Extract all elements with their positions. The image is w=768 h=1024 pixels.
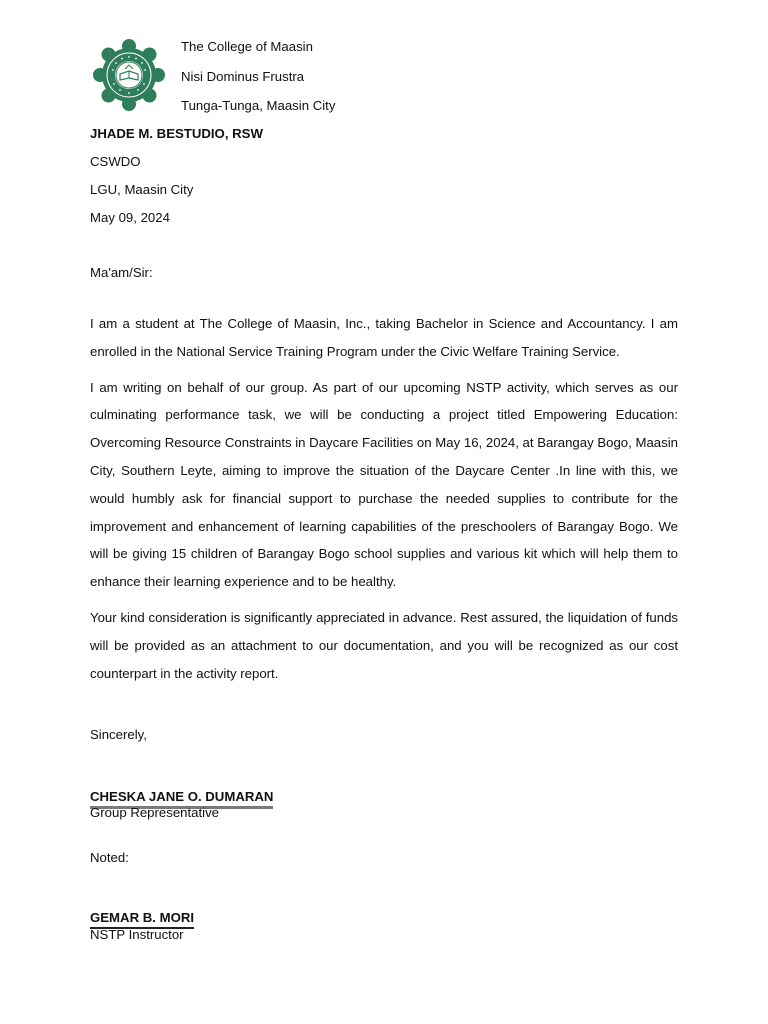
- recipient-name: JHADE M. BESTUDIO, RSW: [90, 126, 263, 141]
- letterhead: [181, 38, 335, 127]
- salutation: Ma'am/Sir:: [90, 265, 153, 280]
- signatory-role: Group Representative: [90, 805, 220, 820]
- body-paragraph: I am a student at The College of Maasin, Inc., taking Bachelor in Science and Accountancy. I am enrolled in the National Service Training Program under the Civic Welfare Training Service.: [90, 316, 678, 359]
- body-paragraph: Your kind consideration is significantly appreciated in advance. Rest assured, the liquidation of funds will be provided as an attachment to our documentation, and you will be recognized as our cost counterpart in the activity report.: [90, 609, 678, 681]
- institution-motto: Nisi Dominus Frustra: [181, 68, 305, 84]
- noted-label: Noted:: [90, 850, 129, 865]
- body-paragraph: I am writing on behalf of our group. As part of our upcoming NSTP activity, which serves as our culminating performance task, we will be conducting a project titled Empowering Education: Overcoming Resource Constraints in Daycare Facilities on May 16, 2024, at Barangay Bogo, Maasin City, Southern Leyte, aiming to improve the situation of the Daycare Center .In line with this, we would humbly ask for financial support to purchase the needed supplies to contribute for the improvement and enhancement of learning capabilities of the preschoolers of Barangay Bogo. We will be giving 15 children of Barangay Bogo school supplies and various kit which will help them to enhance their learning experience and to be healthy.: [90, 379, 678, 590]
- institution-address: Tunga-Tunga, Maasin City: [181, 98, 336, 113]
- recipient-lgu: LGU, Maasin City: [90, 182, 194, 197]
- noted-by-role: NSTP Instructor: [90, 927, 184, 942]
- recipient-office: CSWDO: [90, 154, 141, 169]
- signatory-name: CHESKA JANE O. DUMARAN: [90, 788, 273, 809]
- letter-date: May 09, 2024: [90, 210, 170, 225]
- recipient-block: [90, 125, 263, 237]
- institution-name: The College of Maasin: [181, 39, 313, 54]
- letter-body: [90, 310, 678, 695]
- college-logo-icon: [92, 38, 166, 112]
- noted-by-name: GEMAR B. MORI: [90, 909, 194, 929]
- closing: Sincerely,: [90, 727, 147, 742]
